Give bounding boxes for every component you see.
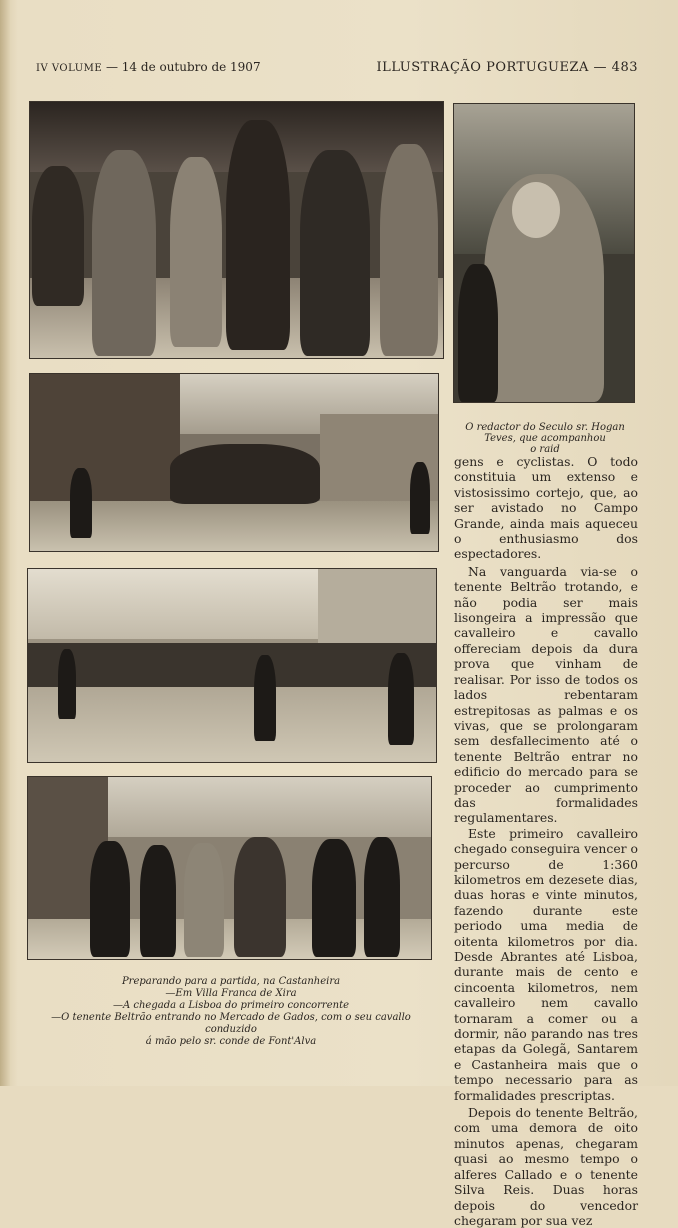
volume-label: IV VOLUME — [36, 63, 103, 74]
issue-date: — 14 de outubro de 1907 — [105, 60, 261, 74]
photo-arrival-lisbon — [27, 568, 437, 763]
photo-castanheira — [29, 101, 444, 359]
portrait-caption-line-3: o raid — [530, 444, 560, 455]
page-spine — [0, 0, 10, 1086]
paragraph-2: Na vanguarda via-se o tenente Beltrão trotando, e não podia ser mais lisongeira a impressão que cavalleiro e cavallo offereciam depois da dura prova que vinham de realisar. Por isso de todos os lados rebentaram estrepitosas as palmas e os vivas, que se prolongaram sem desfallecimento até o tenente Beltrão entrar no edificio do mercado para se proceder ao cumprimento das formalidades regulamentares. — [454, 563, 638, 826]
photo-mercado-gados — [27, 776, 432, 960]
portrait-caption-line-2: Teves, que acompanhou — [484, 433, 606, 444]
magazine-title: ILLUSTRAÇÃO PORTUGUEZA — 483 — [376, 60, 638, 75]
portrait-caption-line-1: O redactor do Seculo sr. Hogan — [465, 422, 625, 433]
caption-line-4: —O tenente Beltrão entrando no Mercado de Gados, com o seu cavallo conduzido — [51, 1012, 411, 1035]
paragraph-4: Depois do tenente Beltrão, com uma demora de oito minutos apenas, chegaram quasi ao mesmo tempo o alferes Callado e o tenente Silva Reis. Duas horas depois do vencedor chegaram por sua vez — [454, 1105, 638, 1228]
photos-caption — [26, 976, 436, 1048]
photo-villa-franca — [29, 373, 439, 552]
paragraph-3: Este primeiro cavalleiro chegado conseguira vencer o percurso de 1:360 kilometros em dezesete dias, duas horas e vinte minutos, fazendo durante este periodo uma media de oitenta kilometros por dia. Desde Abrantes até Lisboa, durante mais de cento e cincoenta kilometros, nem cavalleiro nem cavallo tornaram a comer ou a dormir, não parando nas tres etapas da Golegã, Santarem e Castanheira mais que o tempo necessario para as formalidades prescriptas. — [454, 825, 639, 1103]
caption-line-2: —Em Villa Franca de Xira — [165, 988, 297, 999]
caption-line-5: á mão pelo sr. conde de Font'Alva — [145, 1036, 317, 1047]
caption-line-3: —A chegada a Lisboa do primeiro concorrente — [112, 1000, 350, 1011]
article-column — [454, 454, 638, 1228]
caption-line-1: Preparando para a partida, na Castanheira — [121, 976, 341, 987]
photo-portrait — [453, 103, 635, 403]
portrait-caption — [455, 422, 635, 455]
page-header-left — [36, 60, 261, 74]
paragraph-1: gens e cyclistas. O todo constituia um extenso e vistosissimo cortejo, que, ao ser avistado no Campo Grande, ainda mais aqueceu o enthusiasmo dos espectadores. — [454, 454, 638, 562]
